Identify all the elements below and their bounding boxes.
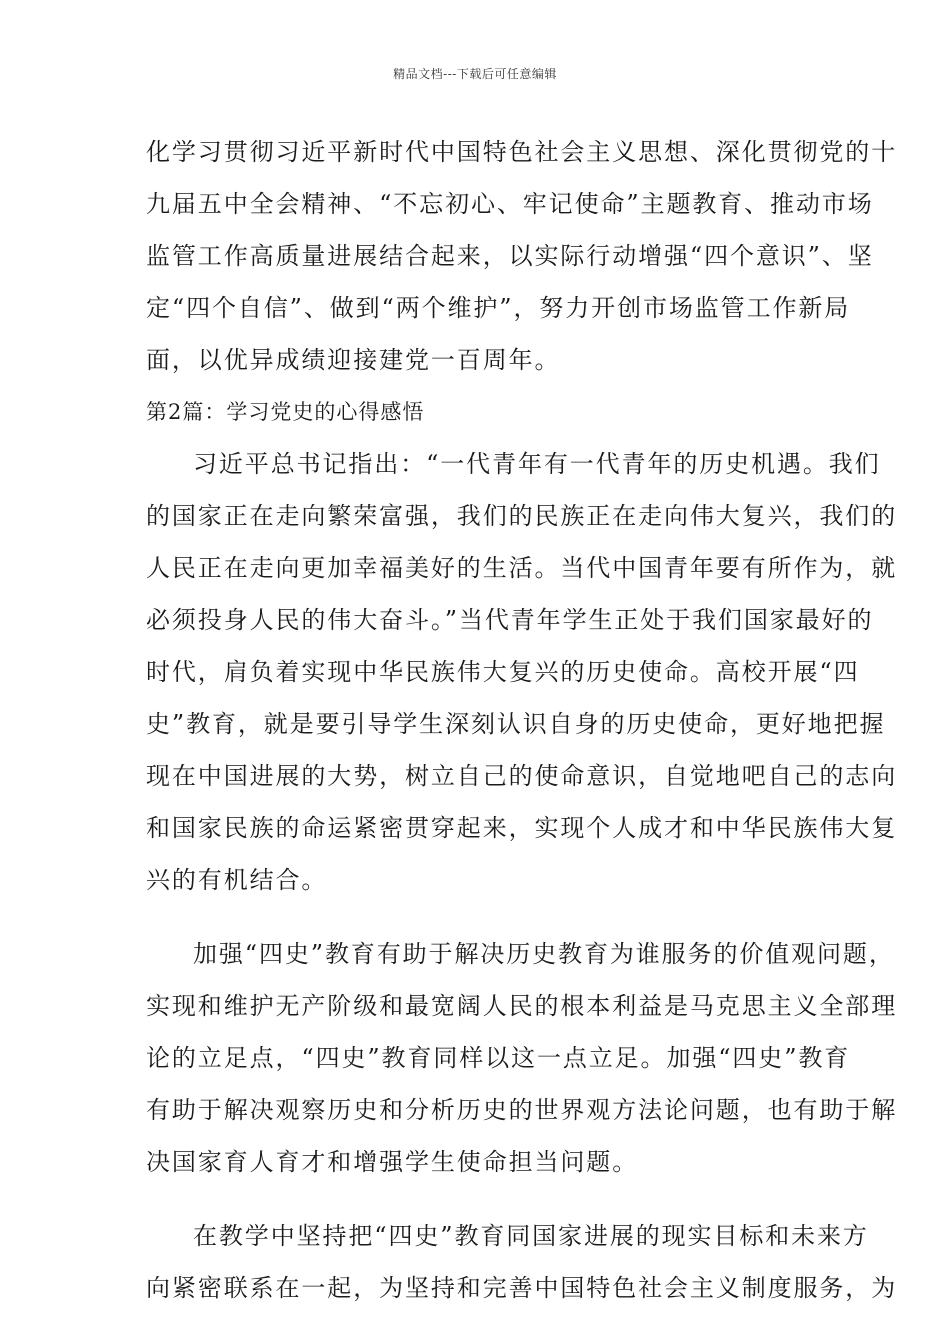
text-line: 监管工作高质量进展结合起来，以实际行动增强“四个意识”、坚 bbox=[146, 242, 874, 270]
heading-text: 第2篇：学习党史的心得感悟 bbox=[146, 400, 425, 424]
section-heading bbox=[146, 386, 814, 438]
text-line: 定“四个自信”、做到“两个维护”，努力开创市场监管工作新局 bbox=[146, 294, 851, 322]
text-line: 现在中国进展的大势，树立自己的使命意识，自觉地吧自己的志向 bbox=[146, 762, 898, 790]
text-line: 兴的有机结合。 bbox=[146, 866, 328, 894]
text-line: 习近平总书记指出：“一代青年有一代青年的历史机遇。我们 bbox=[193, 450, 881, 478]
text-line: 决国家育人育才和增强学生使命担当问题。 bbox=[146, 1148, 639, 1176]
text-line: 的国家正在走向繁荣富强，我们的民族正在走向伟大复兴，我们的 bbox=[146, 502, 898, 530]
text-line: 时代，肩负着实现中华民族伟大复兴的历史使命。高校开展“四 bbox=[146, 658, 860, 686]
text-line: 在教学中坚持把“四史”教育同国家进展的现实目标和未来方 bbox=[193, 1222, 869, 1250]
paragraph-3 bbox=[146, 928, 898, 1188]
page-header: 精品文档---下载后可任意编辑 bbox=[393, 67, 557, 81]
text-line: 和国家民族的命运紧密贯穿起来，实现个人成才和中华民族伟大复 bbox=[146, 814, 898, 842]
text-line: 化学习贯彻习近平新时代中国特色社会主义思想、深化贯彻党的十 bbox=[146, 138, 898, 166]
text-line: 必须投身人民的伟大奋斗。”当代青年学生正处于我们国家最好的 bbox=[146, 606, 874, 634]
text-line: 面，以优异成绩迎接建党一百周年。 bbox=[146, 346, 561, 374]
paragraph-2 bbox=[146, 438, 898, 906]
paragraph-1 bbox=[146, 126, 898, 386]
text-line: 人民正在走向更加幸福美好的生活。当代中国青年要有所作为，就 bbox=[146, 554, 898, 582]
text-line: 加强“四史”教育有助于解决历史教育为谁服务的价值观问题， bbox=[193, 940, 895, 968]
text-line: 史”教育，就是要引导学生深刻认识自身的历史使命，更好地把握 bbox=[146, 710, 886, 738]
document-body bbox=[146, 126, 898, 1314]
paragraph-4 bbox=[146, 1210, 898, 1314]
text-line: 九届五中全会精神、“不忘初心、牢记使命”主题教育、推动市场 bbox=[146, 190, 874, 218]
paragraph-spacer bbox=[146, 906, 814, 928]
text-line: 论的立足点，“四史”教育同样以这一点立足。加强“四史”教育 bbox=[146, 1044, 851, 1072]
text-line: 向紧密联系在一起，为坚持和完善中国特色社会主义制度服务，为 bbox=[146, 1274, 898, 1302]
text-line: 实现和维护无产阶级和最宽阔人民的根本利益是马克思主义全部理 bbox=[146, 992, 898, 1020]
text-line: 有助于解决观察历史和分析历史的世界观方法论问题，也有助于解 bbox=[146, 1096, 898, 1124]
paragraph-spacer bbox=[146, 1188, 814, 1210]
